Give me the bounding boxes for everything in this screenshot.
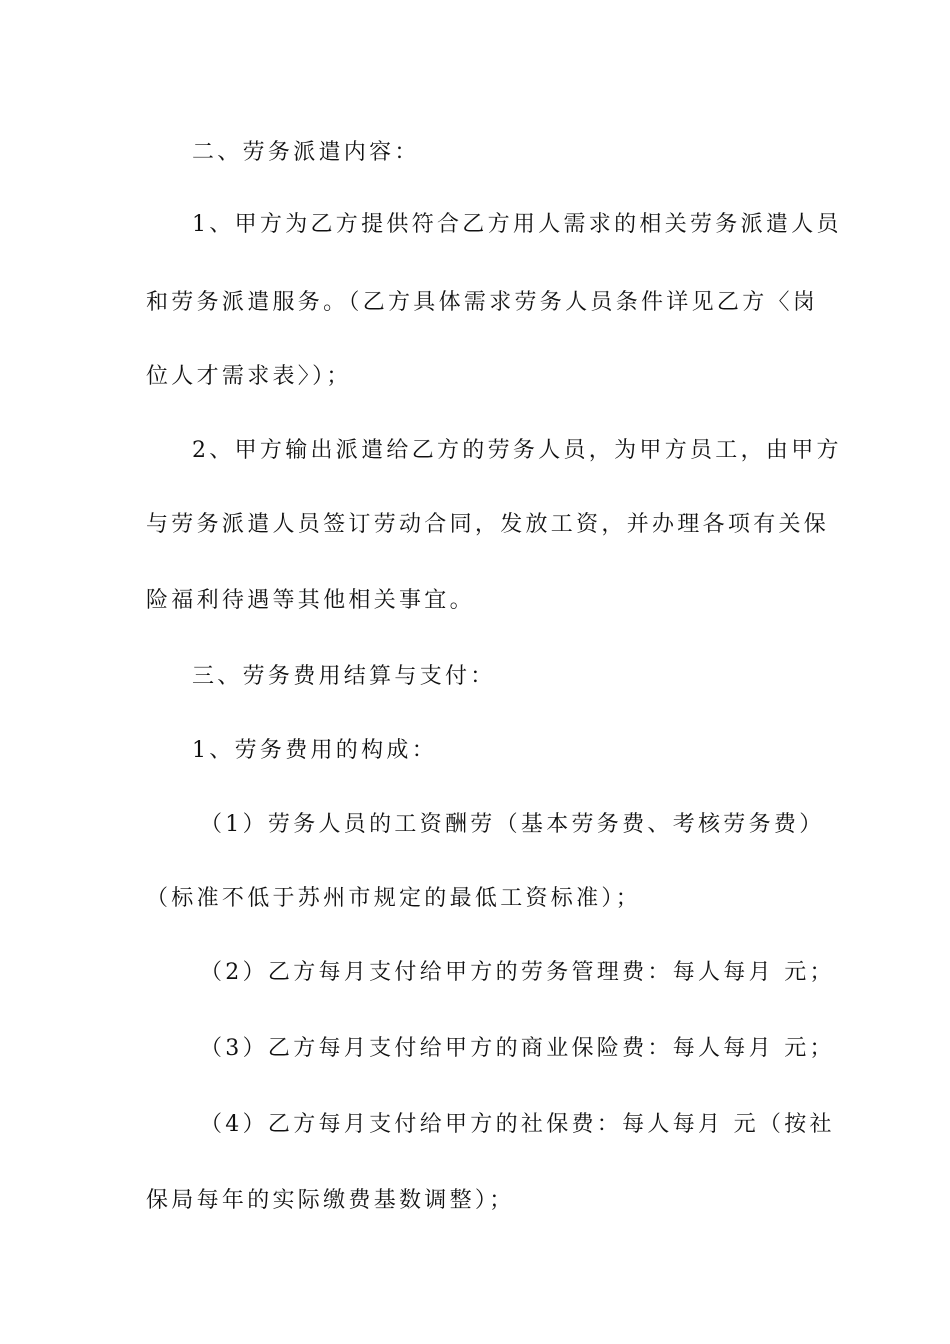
list-item: （1）劳务人员的工资酬劳（基本劳务费、考核劳务费）: [200, 812, 825, 837]
paragraph-line: 险福利待遇等其他相关事宜。: [146, 588, 475, 613]
list-item-continuation: （标准不低于苏州市规定的最低工资标准）；: [146, 886, 642, 911]
section-heading-2: 二、劳务派遣内容：: [192, 140, 420, 165]
list-item: （2）乙方每月支付给甲方的劳务管理费：每人每月 元；: [200, 960, 835, 985]
list-item: （3）乙方每月支付给甲方的商业保险费：每人每月 元；: [200, 1036, 835, 1061]
subsection-heading: 1、劳务费用的构成：: [192, 738, 437, 763]
paragraph-line: 1、甲方为乙方提供符合乙方用人需求的相关劳务派遣人员: [192, 212, 842, 237]
paragraph-line: 和劳务派遣服务。（乙方具体需求劳务人员条件详见乙方〈岗: [146, 290, 819, 315]
list-item: （4）乙方每月支付给甲方的社保费：每人每月 元（按社: [200, 1112, 835, 1137]
section-heading-3: 三、劳务费用结算与支付：: [192, 664, 496, 689]
list-item-continuation: 保局每年的实际缴费基数调整）；: [146, 1188, 515, 1213]
paragraph-line: 位人才需求表〉）；: [146, 364, 352, 389]
paragraph-line: 2、甲方输出派遣给乙方的劳务人员，为甲方员工，由甲方: [192, 438, 842, 463]
paragraph-line: 与劳务派遣人员签订劳动合同，发放工资，并办理各项有关保: [146, 512, 830, 537]
